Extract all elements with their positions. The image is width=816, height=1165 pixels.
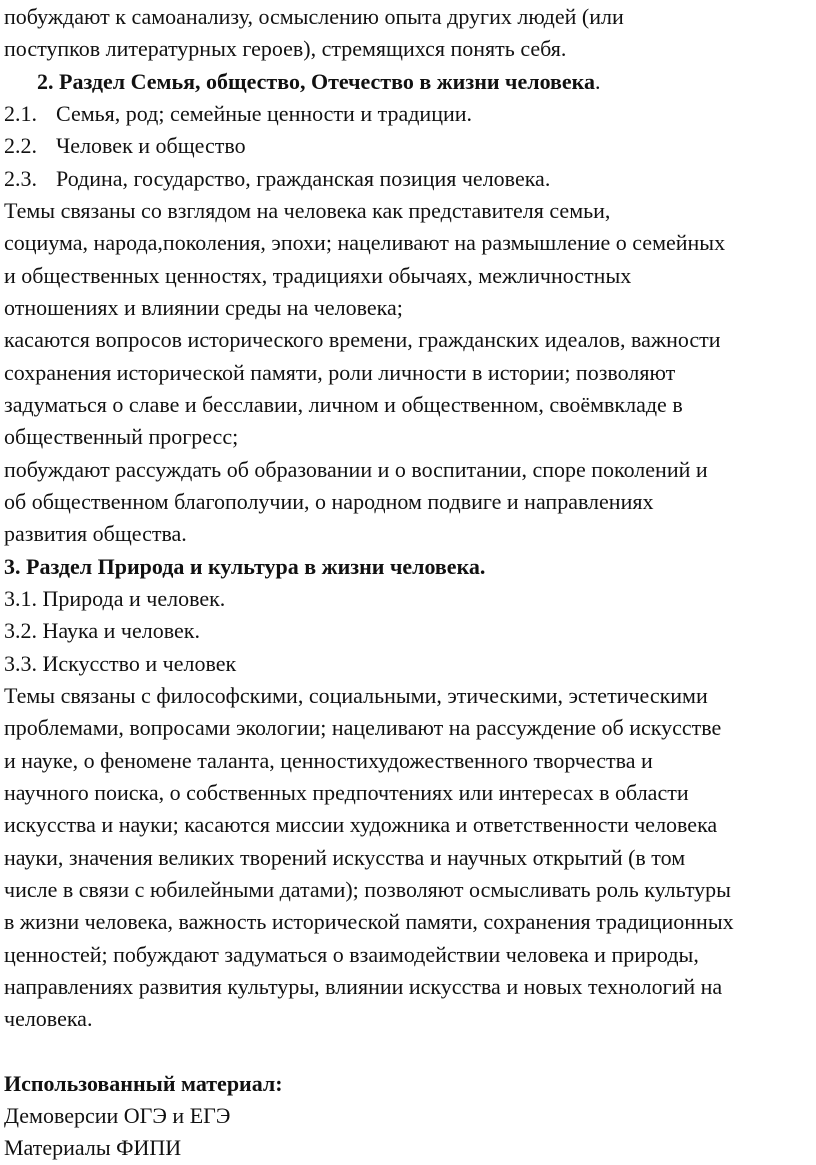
section-2-body-line: Темы связаны со взглядом на человека как представителя семьи, xyxy=(4,198,611,223)
section-2-body-line: социума, народа,поколения, эпохи; нацеливают на размышление о семейных xyxy=(4,230,726,255)
section-3-body-line: научного поиска, о собственных предпочтениях или интересах в области xyxy=(4,780,689,805)
section-3-body-line: направлениях развития культуры, влиянии искусства и новых технологий на xyxy=(4,974,723,999)
section-3-item: 3.3. Искусство и человек xyxy=(4,651,237,676)
section-2-body-line: отношениях и влиянии среды на человека; xyxy=(4,295,403,320)
section-2-body-line: и общественных ценностях, традицияхи обычаях, межличностных xyxy=(4,263,632,288)
section-3-body-line: числе в связи с юбилейными датами); позволяют осмысливать роль культуры xyxy=(4,877,731,902)
section-2-body-line: побуждают рассуждать об образовании и о воспитании, споре поколений и xyxy=(4,457,708,482)
section-2-heading: 2. Раздел Семья, общество, Отечество в жизни человека. xyxy=(37,69,601,94)
section-3-item: 3.2. Наука и человек. xyxy=(4,618,200,643)
section-2-body-line: об общественном благополучии, о народном подвиге и направлениях xyxy=(4,489,654,514)
intro-line: поступков литературных героев), стремящихся понять себя. xyxy=(4,36,567,61)
section-3-body-line: ценностей; побуждают задуматься о взаимодействии человека и природы, xyxy=(4,942,699,967)
section-3-body-line: Темы связаны с философскими, социальными, этическими, эстетическими xyxy=(4,683,708,708)
section-3-body-line: искусства и науки; касаются миссии художника и ответственности человека xyxy=(4,812,718,837)
section-3-body-line: человека. xyxy=(4,1006,93,1031)
section-3-body-line: науки, значения великих творений искусства и научных открытий (в том xyxy=(4,845,686,870)
section-2-body-line: задуматься о славе и бесславии, личном и общественном, своёмвкладе в xyxy=(4,392,683,417)
section-2-item: 2.1. Семья, род; семейные ценности и традиции. xyxy=(4,101,473,126)
sources-heading: Использованный материал: xyxy=(4,1071,283,1096)
section-2-item: 2.3. Родина, государство, гражданская позиция человека. xyxy=(4,166,551,191)
section-3-heading: 3. Раздел Природа и культура в жизни человека. xyxy=(4,554,486,579)
intro-line: побуждают к самоанализу, осмыслению опыта других людей (или xyxy=(4,4,624,29)
section-2-body-line: касаются вопросов исторического времени, гражданских идеалов, важности xyxy=(4,327,721,352)
section-3-body-line: в жизни человека, важность исторической памяти, сохранения традиционных xyxy=(4,909,734,934)
source-item: Материалы ФИПИ xyxy=(4,1135,182,1160)
section-2-body-line: сохранения исторической памяти, роли личности в истории; позволяют xyxy=(4,360,676,385)
source-item: Демоверсии ОГЭ и ЕГЭ xyxy=(4,1103,231,1128)
section-2-item: 2.2. Человек и общество xyxy=(4,133,246,158)
section-2-body-line: развития общества. xyxy=(4,521,187,546)
section-3-body-line: и науке, о феномене таланта, ценностихудожественного творчества и xyxy=(4,748,653,773)
section-3-item: 3.1. Природа и человек. xyxy=(4,586,226,611)
section-2-body-line: общественный прогресс; xyxy=(4,424,239,449)
section-3-body-line: проблемами, вопросами экологии; нацеливают на рассуждение об искусстве xyxy=(4,715,722,740)
